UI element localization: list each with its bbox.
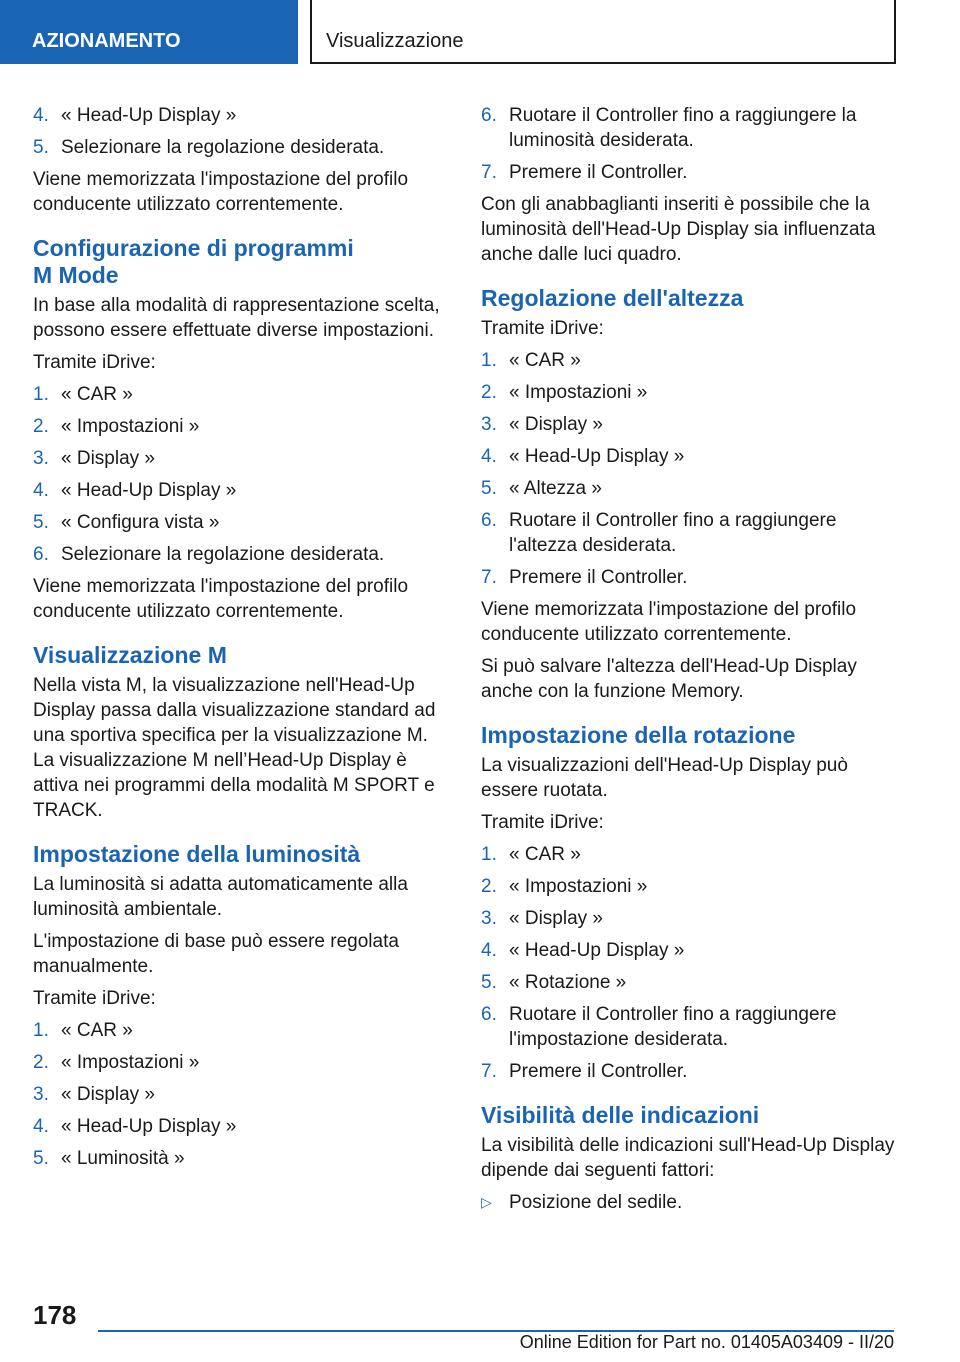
list-item <box>481 160 895 185</box>
list-text: Ruotare il Controller fino a raggiungere l'impostazione desiderata. <box>509 1004 837 1050</box>
list-text: « Head-Up Display » <box>509 446 685 467</box>
section-heading: Impostazione della luminosità <box>33 841 361 867</box>
list-item <box>33 1082 447 1107</box>
list-item <box>33 135 447 160</box>
list-item <box>33 414 447 439</box>
list-number: 4. <box>481 446 497 467</box>
list-number: 7. <box>481 1061 497 1082</box>
list-text: « Display » <box>509 414 603 435</box>
list-number: 4. <box>481 940 497 961</box>
list-text: « Rotazione » <box>509 972 627 993</box>
paragraph: Viene memorizzata l'impostazione del profilo conducente utilizzato correntemente. <box>33 576 409 622</box>
list-item <box>481 906 895 931</box>
list-text: « Head-Up Display » <box>61 480 237 501</box>
bullet-item <box>481 1190 895 1215</box>
paragraph: Con gli anabbaglianti inseriti è possibile che la luminosità dell'Head-Up Display sia influenzata anche dalle luci quadro. <box>481 194 876 265</box>
list-number: 3. <box>481 908 497 929</box>
list-number: 2. <box>481 876 497 897</box>
paragraph: Nella vista M, la visualizzazione nell'Head-Up Display passa dalla visualizzazione standard ad una sportiva specifica per la visualizzazione M. La visualizzazione M nell’Head-Up Display è attiva nei programmi della modalità M SPORT e TRACK. <box>33 675 436 821</box>
section-title: AZIONAMENTO <box>0 0 298 64</box>
list-number: 4. <box>33 1116 49 1137</box>
list-text: « CAR » <box>61 384 133 405</box>
list-item <box>481 508 895 558</box>
section-heading: Configurazione di programmi M Mode <box>33 235 354 288</box>
list-number: 2. <box>33 416 49 437</box>
list-number: 5. <box>481 478 497 499</box>
list-text: « Impostazioni » <box>509 382 648 403</box>
paragraph: Tramite iDrive: <box>481 318 604 339</box>
paragraph: In base alla modalità di rappresentazione scelta, possono essere effettuate diverse impostazioni. <box>33 295 440 341</box>
list-text: Ruotare il Controller fino a raggiungere l'altezza desiderata. <box>509 510 837 556</box>
list-item <box>481 380 895 405</box>
list-number: 3. <box>481 414 497 435</box>
page-header <box>0 0 960 66</box>
list-item <box>33 1050 447 1075</box>
list-item <box>481 1002 895 1052</box>
list-item <box>481 970 895 995</box>
list-number: 4. <box>33 480 49 501</box>
paragraph: Viene memorizzata l'impostazione del profilo conducente utilizzato correntemente. <box>33 169 409 215</box>
chapter-title: Visualizzazione <box>310 0 896 64</box>
list-number: 6. <box>481 105 497 126</box>
list-text: « Configura vista » <box>61 512 220 533</box>
list-item <box>481 412 895 437</box>
list-item <box>33 382 447 407</box>
list-number: 1. <box>481 844 497 865</box>
list-item <box>481 348 895 373</box>
list-number: 1. <box>33 384 49 405</box>
list-number: 7. <box>481 162 497 183</box>
paragraph: Tramite iDrive: <box>33 352 156 373</box>
list-item <box>481 103 895 153</box>
section-heading: Visualizzazione M <box>33 642 227 668</box>
list-text: « Display » <box>61 1084 155 1105</box>
list-number: 4. <box>33 105 49 126</box>
list-text: « CAR » <box>509 350 581 371</box>
paragraph: La visualizzazioni dell'Head-Up Display può essere ruotata. <box>481 755 848 801</box>
list-text: « Impostazioni » <box>61 416 200 437</box>
list-text: Premere il Controller. <box>509 1061 688 1082</box>
list-number: 6. <box>481 1004 497 1025</box>
paragraph: La luminosità si adatta automaticamente alla luminosità ambientale. <box>33 874 408 920</box>
paragraph: Tramite iDrive: <box>33 988 156 1009</box>
list-number: 2. <box>481 382 497 403</box>
footer-edition: Online Edition for Part no. 01405A03409 - II/20 <box>519 1332 894 1352</box>
list-number: 3. <box>33 1084 49 1105</box>
list-number: 5. <box>33 137 49 158</box>
list-number: 6. <box>33 544 49 565</box>
section-heading: Regolazione dell'altezza <box>481 285 744 311</box>
list-text: « Head-Up Display » <box>61 1116 237 1137</box>
list-text: « Altezza » <box>509 478 602 499</box>
list-text: « Display » <box>61 448 155 469</box>
list-text: Premere il Controller. <box>509 162 688 183</box>
list-number: 1. <box>481 350 497 371</box>
list-item <box>33 542 447 567</box>
right-column <box>481 103 895 1222</box>
list-item <box>33 478 447 503</box>
list-item <box>481 874 895 899</box>
triangle-right-icon: ▷ <box>481 1194 492 1210</box>
list-number: 5. <box>33 1148 49 1169</box>
list-item <box>33 1114 447 1139</box>
left-column <box>33 103 447 1178</box>
list-text: « Impostazioni » <box>61 1052 200 1073</box>
list-number: 3. <box>33 448 49 469</box>
list-text: « Display » <box>509 908 603 929</box>
list-text: Posizione del sedile. <box>509 1192 683 1213</box>
list-item <box>33 510 447 535</box>
list-item <box>481 842 895 867</box>
list-text: « Head-Up Display » <box>509 940 685 961</box>
section-heading: Visibilità delle indicazioni <box>481 1102 760 1128</box>
list-number: 6. <box>481 510 497 531</box>
paragraph: Si può salvare l'altezza dell'Head-Up Display anche con la funzione Memory. <box>481 656 857 702</box>
list-number: 5. <box>481 972 497 993</box>
list-text: « CAR » <box>509 844 581 865</box>
list-text: « Luminosità » <box>61 1148 185 1169</box>
paragraph: Tramite iDrive: <box>481 812 604 833</box>
list-item <box>481 565 895 590</box>
list-text: Ruotare il Controller fino a raggiungere la luminosità desiderata. <box>509 105 857 151</box>
list-item <box>33 103 447 128</box>
list-item <box>481 444 895 469</box>
list-text: Selezionare la regolazione desiderata. <box>61 137 385 158</box>
list-text: « CAR » <box>61 1020 133 1041</box>
section-heading: Impostazione della rotazione <box>481 722 796 748</box>
list-item <box>481 1059 895 1084</box>
list-item <box>33 1146 447 1171</box>
list-item <box>481 476 895 501</box>
list-text: « Impostazioni » <box>509 876 648 897</box>
paragraph: La visibilità delle indicazioni sull'Head-Up Display dipende dai seguenti fattori: <box>481 1135 895 1181</box>
list-text: Premere il Controller. <box>509 567 688 588</box>
paragraph: Viene memorizzata l'impostazione del profilo conducente utilizzato correntemente. <box>481 599 857 645</box>
list-number: 1. <box>33 1020 49 1041</box>
list-item <box>33 1018 447 1043</box>
list-text: Selezionare la regolazione desiderata. <box>61 544 385 565</box>
list-number: 7. <box>481 567 497 588</box>
list-item <box>33 446 447 471</box>
page-number: 178 <box>33 1300 77 1330</box>
list-text: « Head-Up Display » <box>61 105 237 126</box>
list-item <box>481 938 895 963</box>
list-number: 2. <box>33 1052 49 1073</box>
list-number: 5. <box>33 512 49 533</box>
paragraph: L'impostazione di base può essere regolata manualmente. <box>33 931 399 977</box>
